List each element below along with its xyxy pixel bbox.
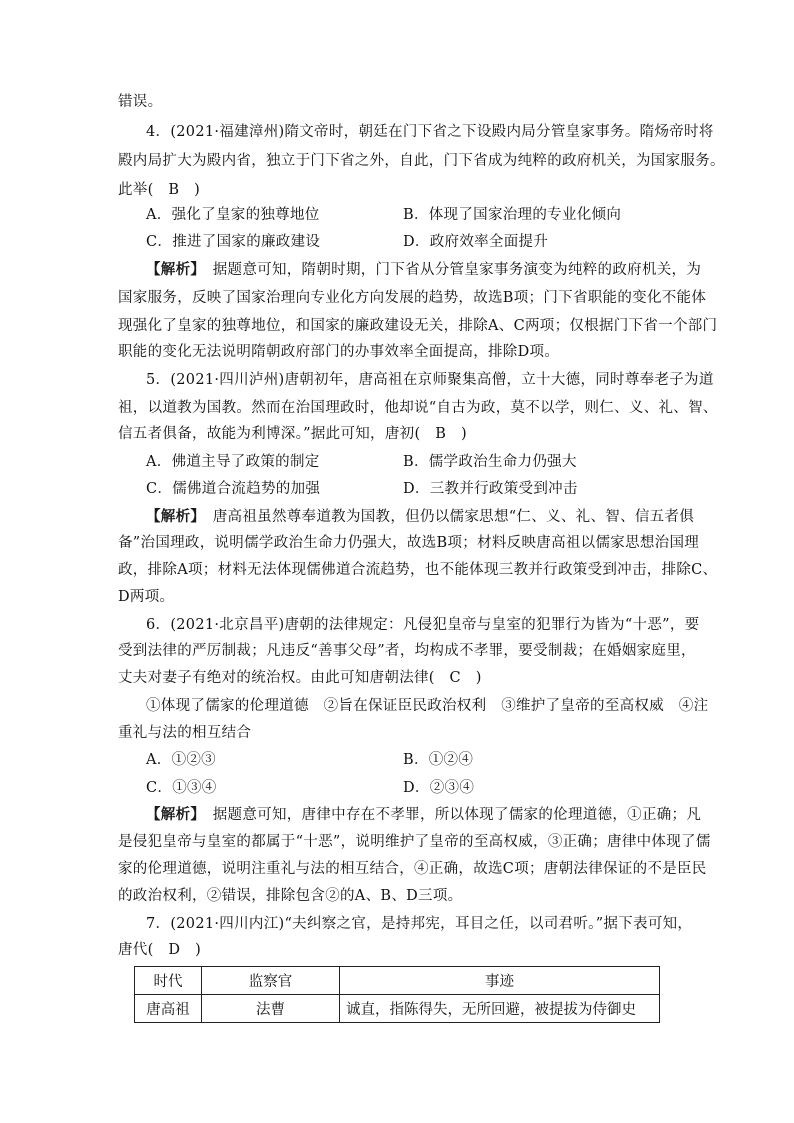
question-6-statements: 重礼与法的相互结合: [118, 725, 252, 741]
table-header: 监察官: [202, 967, 340, 995]
question-7-stem: 唐代( D ): [118, 942, 202, 958]
analysis-tag: 【解析】: [146, 508, 198, 525]
analysis-4-text: 职能的变化无法说明隋朝政府部门的办事效率全面提高，排除D项。: [118, 344, 560, 360]
table-cell: 法曹: [202, 995, 340, 1023]
analysis-4-text: 现强化了皇家的独尊地位，和国家的廉政建设无关，排除A、C两项；仅根据门下省一个部门: [118, 318, 718, 334]
table-header-row: [135, 967, 660, 995]
question-6-option-d: D．②③④: [403, 780, 475, 796]
question-5-stem: 信五者俱备，故能为利博深。”据此可知，唐初( B ): [118, 426, 467, 442]
question-6-option-a: A．①②③: [146, 752, 216, 768]
analysis-5: [146, 507, 694, 527]
question-5-stem: 5．(2021·四川泸州)唐朝初年，唐高祖在京师聚集高僧，立十大德，同时尊奉老子为道: [146, 372, 714, 388]
table-row: [135, 995, 660, 1023]
analysis-4: [146, 260, 701, 280]
question-5-option-c: C．儒佛道合流趋势的加强: [146, 481, 321, 497]
question-6-option-b: B．①②④: [403, 752, 474, 768]
analysis-6-text: 的政治权利，②错误，排除包含②的A、B、D三项。: [118, 888, 463, 904]
supervisor-table: [134, 966, 660, 1023]
analysis-5-text: 政，排除A项；材料无法体现儒佛道合流趋势，也不能体现三教并行政策受到冲击，排除C、: [118, 562, 718, 578]
question-5-option-b: B．儒学政治生命力仍强大: [403, 454, 577, 470]
analysis-4-text: 国家服务，反映了国家治理向专业化方向发展的趋势，故选B项；门下省职能的变化不能体: [118, 290, 707, 306]
question-4-option-c: C．推进了国家的廉政建设: [146, 234, 321, 250]
analysis-6: [146, 805, 701, 825]
analysis-5-text: D两项。: [118, 589, 175, 605]
text-line: 错误。: [118, 94, 163, 110]
analysis-text: 据题意可知，唐律中存在不孝罪，所以体现了儒家的伦理道德，①正确；凡: [197, 807, 702, 823]
analysis-6-text: 家的伦理道德，说明注重礼与法的相互结合，④正确，故选C项；唐朝法律保证的不是臣民: [118, 861, 707, 877]
question-6-statements: ①体现了儒家的伦理道德 ②旨在保证臣民政治权利 ③维护了皇帝的至高权威 ④注: [146, 698, 709, 714]
analysis-6-text: 是侵犯皇帝与皇室的都属于“十恶”，说明维护了皇帝的至高权威，③正确；唐律中体现了儒: [118, 834, 711, 850]
question-4-option-d: D．政府效率全面提升: [403, 234, 549, 250]
question-4-option-a: A．强化了皇家的独尊地位: [146, 207, 320, 223]
analysis-5-text: 备”治国理政，说明儒学政治生命力仍强大，故选B项；材料反映唐高祖以儒家思想治国理: [118, 535, 700, 551]
question-7-stem: 7．(2021·四川内江)“夫纠察之官，是持邦宪，耳目之任，以司君听。”据下表可知，: [146, 916, 693, 932]
analysis-text: 唐高祖虽然尊奉道教为国教，但仍以儒家思想“仁、义、礼、智、信五者俱: [197, 509, 695, 525]
table-header: 时代: [135, 967, 202, 995]
question-4-option-b: B．体现了国家治理的专业化倾向: [403, 207, 622, 223]
question-6-option-c: C．①③④: [146, 780, 217, 796]
question-4-stem: 此举( B ): [118, 182, 201, 198]
analysis-text: 据题意可知，隋朝时期，门下省从分管皇家事务演变为纯粹的政府机关，为: [197, 262, 702, 278]
table-cell: 诚直，指陈得失，无所回避，被提拔为侍御史: [340, 995, 660, 1023]
question-4-stem: 4．(2021·福建漳州)隋文帝时，朝廷在门下省之下设殿内局分管皇家事务。隋炀帝时将: [146, 124, 714, 140]
question-6-stem: 6．(2021·北京昌平)唐朝的法律规定：凡侵犯皇帝与皇室的犯罪行为皆为“十恶”，要: [146, 617, 700, 633]
question-5-option-d: D．三教并行政策受到冲击: [403, 481, 578, 497]
question-4-stem: 殿内局扩大为殿内省，独立于门下省之外，自此，门下省成为纯粹的政府机关，为国家服务。: [118, 153, 725, 169]
question-5-stem: 祖，以道教为国教。然而在治国理政时，他却说“自古为政，莫不以学，则仁、义、礼、智、: [118, 400, 718, 416]
analysis-tag: 【解析】: [146, 261, 198, 278]
table-cell: 唐高祖: [135, 995, 202, 1023]
question-6-stem: 丈夫对妻子有绝对的统治权。由此可知唐朝法律( C ): [118, 670, 482, 686]
analysis-tag: 【解析】: [146, 806, 198, 823]
question-6-stem: 受到法律的严厉制裁；凡违反“善事父母”者，均构成不孝罪，要受制裁；在婚姻家庭里，: [118, 643, 696, 659]
question-5-option-a: A．佛道主导了政策的制定: [146, 454, 320, 470]
table-header: 事迹: [340, 967, 660, 995]
